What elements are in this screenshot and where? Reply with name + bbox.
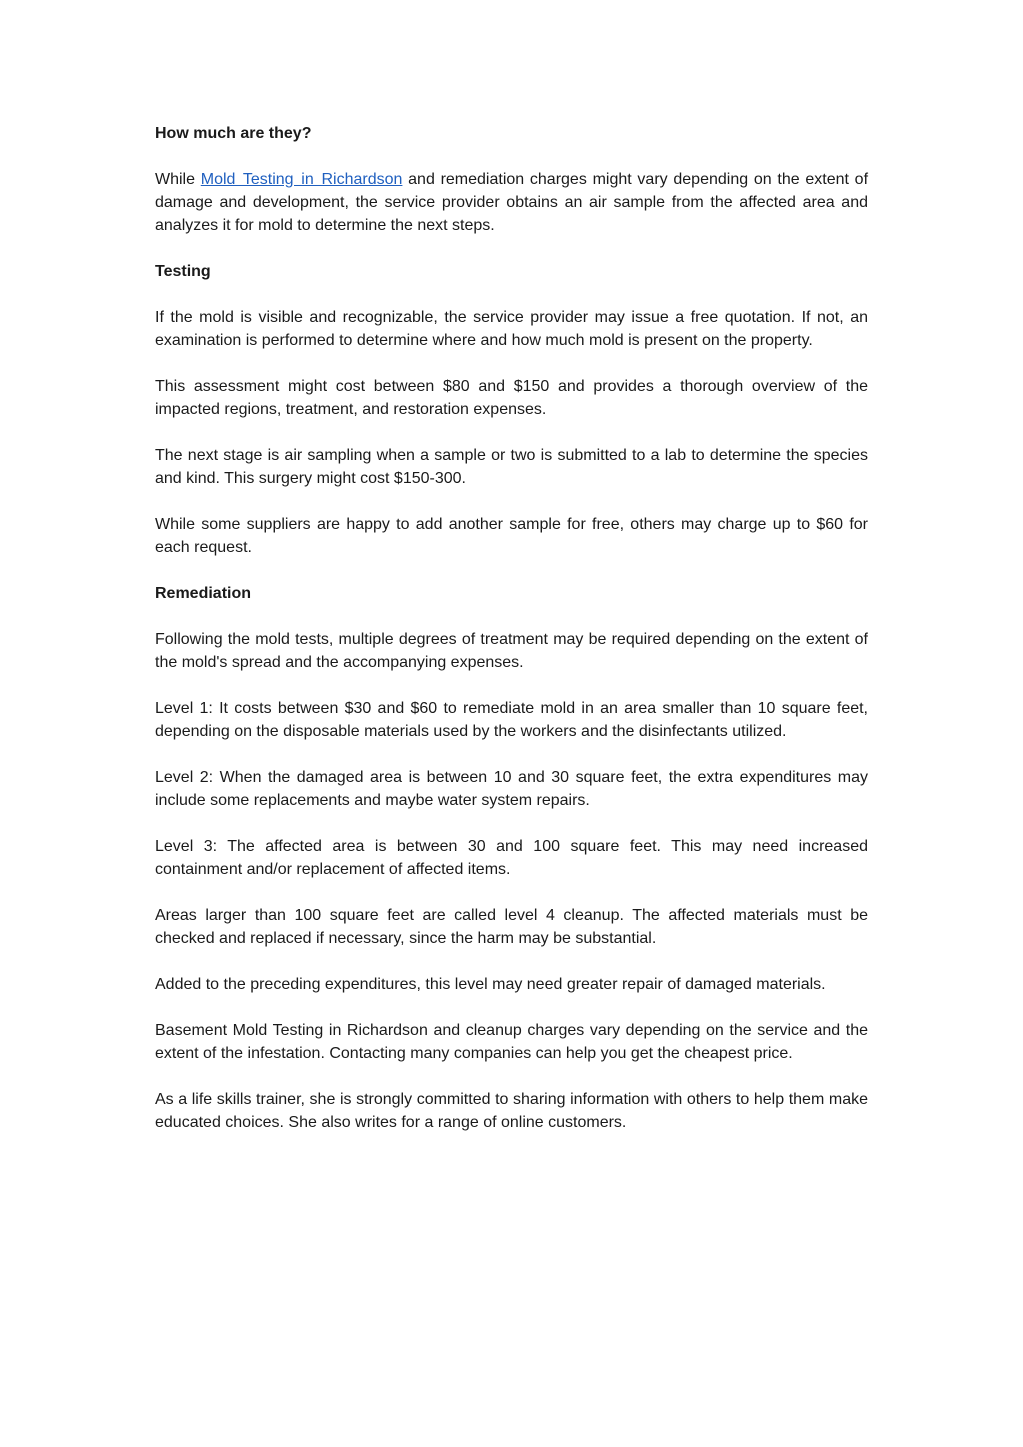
heading-how-much: How much are they? (155, 125, 312, 142)
heading-testing: Testing (155, 263, 211, 280)
remediation-paragraph-3: Level 2: When the damaged area is between 10 and 30 square feet, the extra expenditures may include some replacements and maybe water system repairs. (155, 769, 868, 809)
remediation-paragraph-2: Level 1: It costs between $30 and $60 to remediate mold in an area smaller than 10 square feet, depending on the disposable materials used by the workers and the disinfectants utilized. (155, 700, 868, 740)
testing-paragraph-3: The next stage is air sampling when a sample or two is submitted to a lab to determine the species and kind. This surgery might cost $150-300. (155, 447, 868, 487)
remediation-paragraph-4: Level 3: The affected area is between 30 and 100 square feet. This may need increased containment and/or replacement of affected items. (155, 838, 868, 878)
remediation-paragraph-8: As a life skills trainer, she is strongly committed to sharing information with others to help them make educated choices. She also writes for a range of online customers. (155, 1091, 868, 1131)
remediation-paragraph-7: Basement Mold Testing in Richardson and cleanup charges vary depending on the service and the extent of the infestation. Contacting many companies can help you get the cheapest price. (155, 1022, 868, 1062)
intro-prefix: While (155, 171, 201, 188)
remediation-paragraph-5: Areas larger than 100 square feet are called level 4 cleanup. The affected materials must be checked and replaced if necessary, since the harm may be substantial. (155, 907, 868, 947)
intro-suffix: and remediation charges might vary depending on the extent of damage and development, the service provider obtains an air sample from the affected area and analyzes it for mold to determine the next steps. (155, 171, 869, 234)
remediation-paragraph-1: Following the mold tests, multiple degrees of treatment may be required depending on the extent of the mold's spread and the accompanying expenses. (155, 631, 868, 671)
testing-paragraph-1: If the mold is visible and recognizable, the service provider may issue a free quotation. If not, an examination is performed to determine where and how much mold is present on the property. (155, 309, 868, 349)
testing-paragraph-4: While some suppliers are happy to add another sample for free, others may charge up to $60 for each request. (155, 516, 868, 556)
intro-paragraph (155, 168, 868, 237)
document-page (155, 122, 868, 1157)
testing-paragraph-2: This assessment might cost between $80 and $150 and provides a thorough overview of the impacted regions, treatment, and restoration expenses. (155, 378, 868, 418)
heading-remediation: Remediation (155, 585, 252, 602)
remediation-paragraph-6: Added to the preceding expenditures, this level may need greater repair of damaged materials. (155, 976, 826, 993)
mold-testing-link[interactable]: Mold Testing in Richardson (200, 171, 403, 188)
